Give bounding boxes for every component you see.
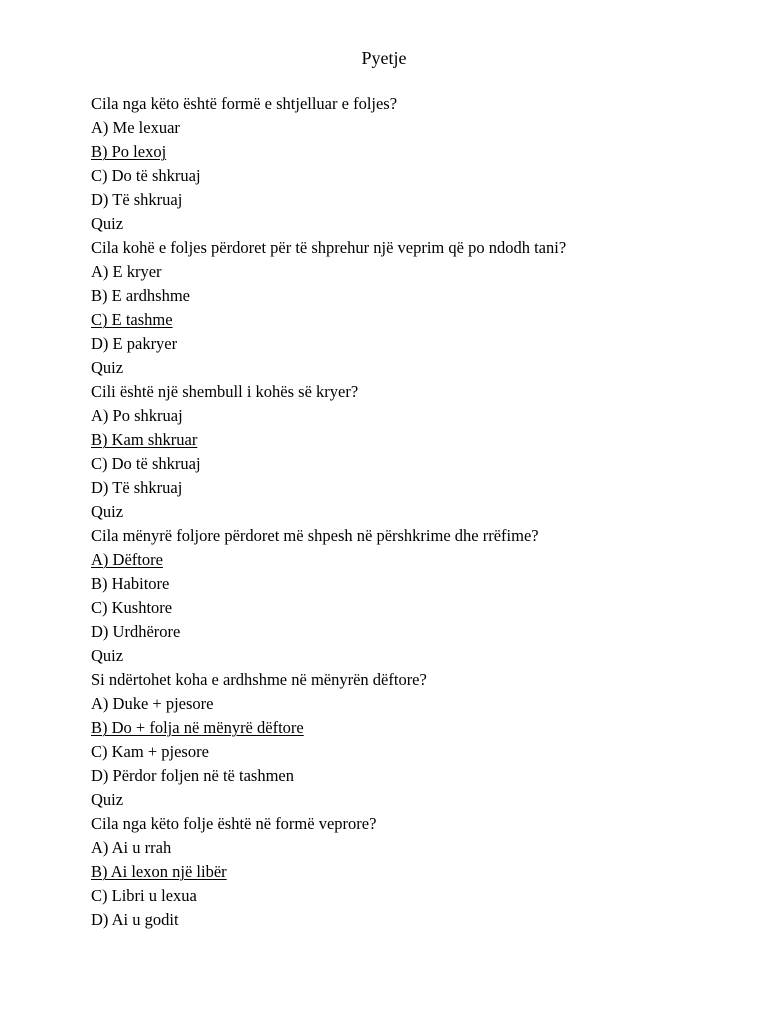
answer-option-text: B) Ai lexon një libër [91,862,227,881]
answer-option-text: C) Do të shkruaj [91,454,201,473]
answer-option-text: D) Urdhërore [91,622,181,641]
answer-option [91,620,731,644]
answer-option-text: C) Libri u lexua [91,886,197,905]
question-text: Cila kohë e foljes përdoret për të shprehur një veprim që po ndodh tani? [91,238,567,257]
answer-option-text: B) E ardhshme [91,286,190,305]
answer-option [91,572,731,596]
quiz-separator: Quiz [91,646,124,665]
quiz-separator: Quiz [91,358,124,377]
answer-option [91,884,731,908]
answer-option [91,188,731,212]
answer-option-correct [91,860,731,884]
answer-option-correct [91,308,731,332]
answer-option-text: C) E tashme [91,310,173,329]
answer-option-text: D) Të shkruaj [91,478,183,497]
answer-option-correct [91,716,731,740]
answer-option [91,164,731,188]
answer-option-text: A) Po shkruaj [91,406,183,425]
answer-option [91,740,731,764]
answer-option [91,116,731,140]
quiz-content [91,92,731,932]
question-text: Si ndërtohet koha e ardhshme në mënyrën dëftore? [91,670,427,689]
answer-option [91,452,731,476]
answer-option [91,764,731,788]
document-title: Pyetje [361,48,407,68]
answer-option-text: B) Do + folja në mënyrë dëftore [91,718,304,737]
answer-option [91,692,731,716]
answer-option [91,596,731,620]
question-text: Cila mënyrë foljore përdoret më shpesh në përshkrime dhe rrëfime? [91,526,539,545]
quiz-separator: Quiz [91,790,124,809]
answer-option-text: B) Kam shkruar [91,430,198,449]
answer-option [91,836,731,860]
quiz-separator: Quiz [91,214,124,233]
question-text: Cila nga këto folje është në formë veprore? [91,814,377,833]
answer-option-text: B) Po lexoj [91,142,167,161]
answer-option [91,284,731,308]
quiz-separator: Quiz [91,502,124,521]
answer-option-correct [91,428,731,452]
answer-option-text: C) Do të shkruaj [91,166,201,185]
answer-option-text: C) Kam + pjesore [91,742,209,761]
answer-option [91,476,731,500]
answer-option-text: A) Dëftore [91,550,163,569]
answer-option [91,260,731,284]
answer-option-correct [91,140,731,164]
answer-option-text: D) Përdor foljen në të tashmen [91,766,294,785]
answer-option-text: A) E kryer [91,262,162,281]
answer-option-text: A) Me lexuar [91,118,180,137]
answer-option-correct [91,548,731,572]
answer-option-text: A) Ai u rrah [91,838,172,857]
question-text: Cili është një shembull i kohës së kryer? [91,382,359,401]
answer-option-text: D) Ai u godit [91,910,179,929]
answer-option-text: C) Kushtore [91,598,173,617]
answer-option [91,404,731,428]
answer-option-text: B) Habitore [91,574,170,593]
question-text: Cila nga këto është formë e shtjelluar e foljes? [91,94,398,113]
answer-option [91,908,731,932]
answer-option [91,332,731,356]
answer-option-text: A) Duke + pjesore [91,694,214,713]
answer-option-text: D) E pakryer [91,334,178,353]
answer-option-text: D) Të shkruaj [91,190,183,209]
